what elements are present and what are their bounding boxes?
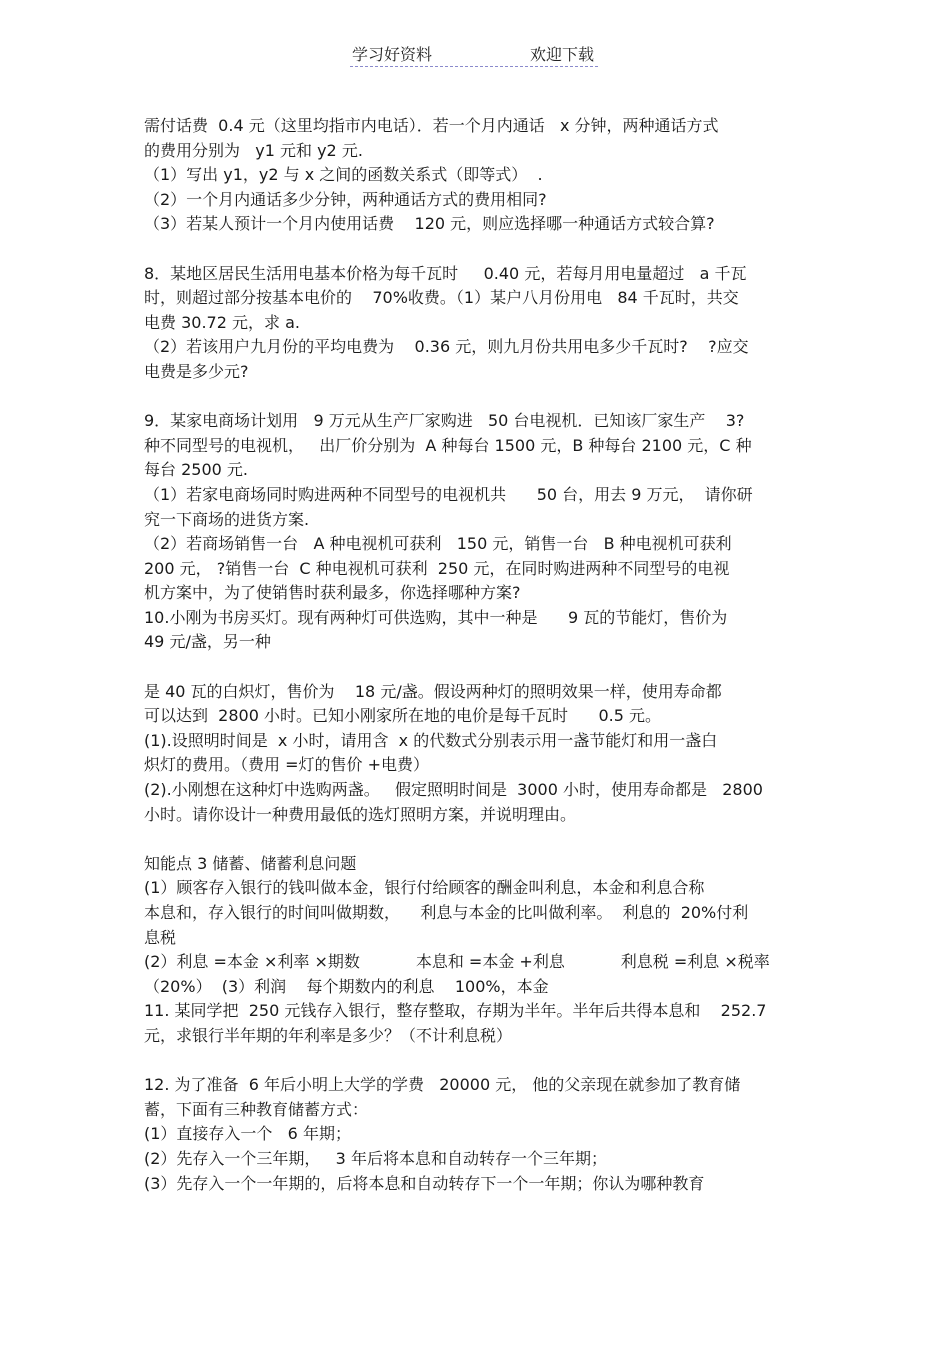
text-line: 可以达到 2800 小时。已知小刚家所在地的电价是每千瓦时 0.5 元。 [144,706,662,726]
text-line: (2）先存入一个三年期， 3 年后将本息和自动转存一个三年期； [144,1148,607,1168]
text-line [144,827,824,852]
text-line: 蓄，下面有三种教育储蓄方式： [144,1099,369,1119]
text-line: (1）顾客存入银行的钱叫做本金，银行付给顾客的酬金叫利息，本金和利息合称 [144,878,705,898]
text-line: （2）若该用户九月份的平均电费为 0.36 元，则九月份共用电多少千瓦时? ?应交 [144,337,749,357]
document-body [144,114,824,1196]
text-line: (1）直接存入一个 6 年期； [144,1124,351,1144]
text-line: (1).设照明时间是 x 小时，请用含 x 的代数式分别表示用一盏节能灯和用一盏白 [144,730,718,750]
text-line: 电费是多少元? [144,361,249,381]
text-line: (3）先存入一个一年期的，后将本息和自动转存下一个一年期；你认为哪种教育 [144,1173,705,1193]
text-line: （2）一个月内通话多少分钟，两种通话方式的费用相同? [144,189,547,209]
text-line: 200 元， ?销售一台 C 种电视机可获利 250 元，在同时购进两种不同型号的电视 [144,558,730,578]
text-line: （20%） (3）利润 每个期数内的利息 100%，本金 [144,976,549,996]
text-line: （1）写出 y1，y2 与 x 之间的函数关系式（即等式） . [144,165,543,185]
text-line: 炽灯的费用。（费用 =灯的售价 +电费） [144,755,429,775]
text-line: 息税 [144,927,177,947]
text-line: 电费 30.72 元，求 a. [144,312,300,332]
text-line: 是 40 瓦的白炽灯，售价为 18 元/盏。假设两种灯的照明效果一样，使用寿命都 [144,681,722,701]
text-line: 每台 2500 元. [144,460,248,480]
text-line: 12. 为了准备 6 年后小明上大学的学费 20000 元， 他的父亲现在就参加了教育储 [144,1075,741,1095]
header-right-text: 欢迎下载 [529,45,594,64]
text-line: （2）若商场销售一台 A 种电视机可获利 150 元，销售一台 B 种电视机可获利 [144,534,732,554]
text-line: 时，则超过部分按基本电价的 70%收费。（1）某户八月份用电 84 千瓦时，共交 [144,288,739,308]
text-line [144,385,824,410]
text-line: 8．某地区居民生活用电基本价格为每千瓦时 0.40 元，若每月用电量超过 a 千瓦 [144,263,747,283]
text-line: 元，求银行半年期的年利率是多少？（不计利息税） [144,1025,513,1045]
text-line: 49 元/盏，另一种 [144,632,271,652]
text-line: 知能点 3 储蓄、储蓄利息问题 [144,853,357,873]
text-line: 本息和，存入银行的时间叫做期数， 利息与本金的比叫做利率。 利息的 20%付利 [144,903,749,922]
page-header [350,38,598,67]
text-line: 的费用分别为 y1 元和 y2 元. [144,140,363,160]
text-line: 9．某家电商场计划用 9 万元从生产厂家购进 50 台电视机．已知该厂家生产 3? [144,411,745,431]
text-line: 11. 某同学把 250 元钱存入银行，整存整取，存期为半年。半年后共得本息和 252.7 [144,1001,767,1021]
header-left-text: 学习好资料 [352,45,433,64]
text-line [144,1049,824,1074]
text-line: （1）若家电商场同时购进两种不同型号的电视机共 50 台，用去 9 万元， 请你研 [144,484,753,504]
text-line: (2).小刚想在这种灯中选购两盏。 假定照明时间是 3000 小时，使用寿命都是 2800 [144,780,763,800]
text-line: 需付话费 0.4 元（这里均指市内电话）．若一个月内通话 x 分钟，两种通话方式 [144,116,719,135]
text-line [144,655,824,680]
text-line: 究一下商场的进货方案. [144,509,310,529]
text-line: 机方案中，为了使销售时获利最多，你选择哪种方案? [144,583,521,603]
text-line: 小时。请你设计一种费用最低的选灯照明方案，并说明理由。 [144,804,577,824]
text-line [144,237,824,262]
text-line: (2）利息 =本金 ×利率 ×期数 本息和 =本金 +利息 利息税 =利息 ×税率 [144,952,770,972]
text-line: 种不同型号的电视机， 出厂价分别为 A 种每台 1500 元，B 种每台 2100 元，C 种 [144,435,752,455]
text-line: （3）若某人预计一个月内使用话费 120 元，则应选择哪一种通话方式较合算? [144,214,715,234]
text-line: 10.小刚为书房买灯。现有两种灯可供选购，其中一种是 9 瓦的节能灯，售价为 [144,607,728,627]
